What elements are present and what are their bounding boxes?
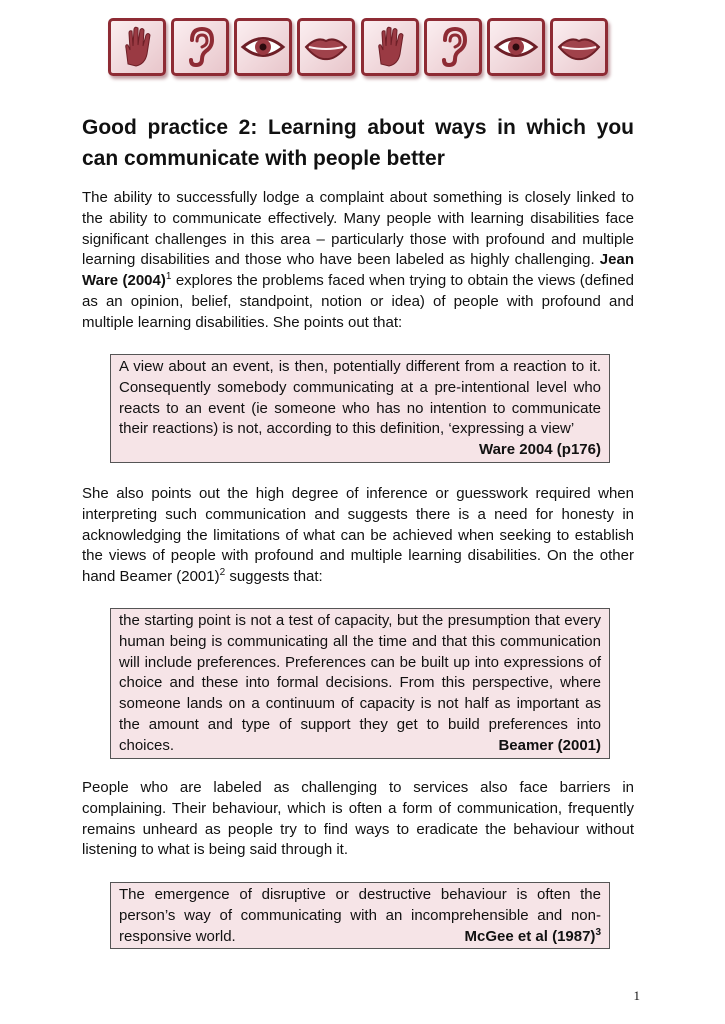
intro-paragraph [82, 188, 634, 334]
page-number: 1 [633, 988, 640, 1003]
page-title: Good practice 2: Learning about ways in which you can communicate with people better [82, 116, 634, 170]
quote-text: the starting point is not a test of capacity, but the presumption that every human being is communicating all the time and that this communication will include preferences. Preferences can be built up into expressions of choice and these into formal decisions. From this perspective, where someone lands on a continuum of capacity is not half as important as the amount and type of support they get to build preferences into choices. [119, 612, 601, 754]
footnote-ref: 1 [165, 271, 172, 283]
hand-icon [114, 24, 160, 70]
footnote-ref: 2 [219, 567, 226, 579]
ear-icon [430, 24, 476, 70]
intro-text-a: The ability to successfully lodge a complaint about something is closely linked to the ability to communicate effectively. Many people with learning disabilities face significant challenges in this area – particularly those with profound and multiple learning disabilities and those who have been labeled as highly challenging. [82, 189, 634, 269]
banner-tile [234, 18, 292, 76]
footnote-ref: 3 [595, 926, 601, 938]
quote-citation: Ware 2004 (p176) [478, 441, 601, 459]
banner-tile [550, 18, 608, 76]
quote-citation-text: McGee et al (1987) [464, 927, 596, 945]
second-text-a: She also points out the high degree of inference or guesswork required when interpreting such communication and suggests there is a need for honesty in acknowledging the limitations of what can be achieved when seeking to establish the views of people with profound and multiple learning disabilities. On the other hand Beamer (2001) [82, 485, 634, 586]
banner-tile [171, 18, 229, 76]
author-citation: Jean Ware (2004) [82, 251, 634, 290]
banner-tile [108, 18, 166, 76]
quote-box-mcgee [110, 882, 610, 949]
quote-box-ware [110, 354, 610, 463]
quote-text: A view about an event, is then, potentially different from a reaction to it. Consequently somebody communicating at a pre-intentional level who reacts to an event (ie someone who has no intention to communicate their reactions) is not, according to this definition, ‘expressing a view’ [119, 358, 601, 438]
quote-box-beamer [110, 608, 610, 759]
hand-icon [367, 24, 413, 70]
eye-icon [493, 24, 539, 70]
banner-tile [361, 18, 419, 76]
sensory-icon-banner [108, 18, 608, 78]
banner-tile [424, 18, 482, 76]
second-paragraph [82, 484, 634, 588]
third-paragraph: People who are labeled as challenging to services also face barriers in complaining. Their behaviour, which is often a form of communication, frequently remains unheard as people try to find ways to eradicate the behaviour without listening to what is being said through it. [82, 779, 634, 859]
quote-text: The emergence of disruptive or destructive behaviour is often the person’s way of communicating with an incomprehensible and non-responsive world. [119, 886, 601, 945]
quote-citation [465, 927, 601, 948]
quote-citation: Beamer (2001) [498, 736, 601, 754]
intro-text-b: explores the problems faced when trying to obtain the views (defined as an opinion, belief, standpoint, notion or idea) of people with profound and multiple learning disabilities. She points out that: [82, 272, 635, 331]
eye-icon [240, 24, 286, 70]
ear-icon [177, 24, 223, 70]
mouth-icon [556, 24, 602, 70]
banner-tile [487, 18, 545, 76]
banner-tile [297, 18, 355, 76]
second-text-b: suggests that: [225, 568, 323, 586]
mouth-icon [303, 24, 349, 70]
